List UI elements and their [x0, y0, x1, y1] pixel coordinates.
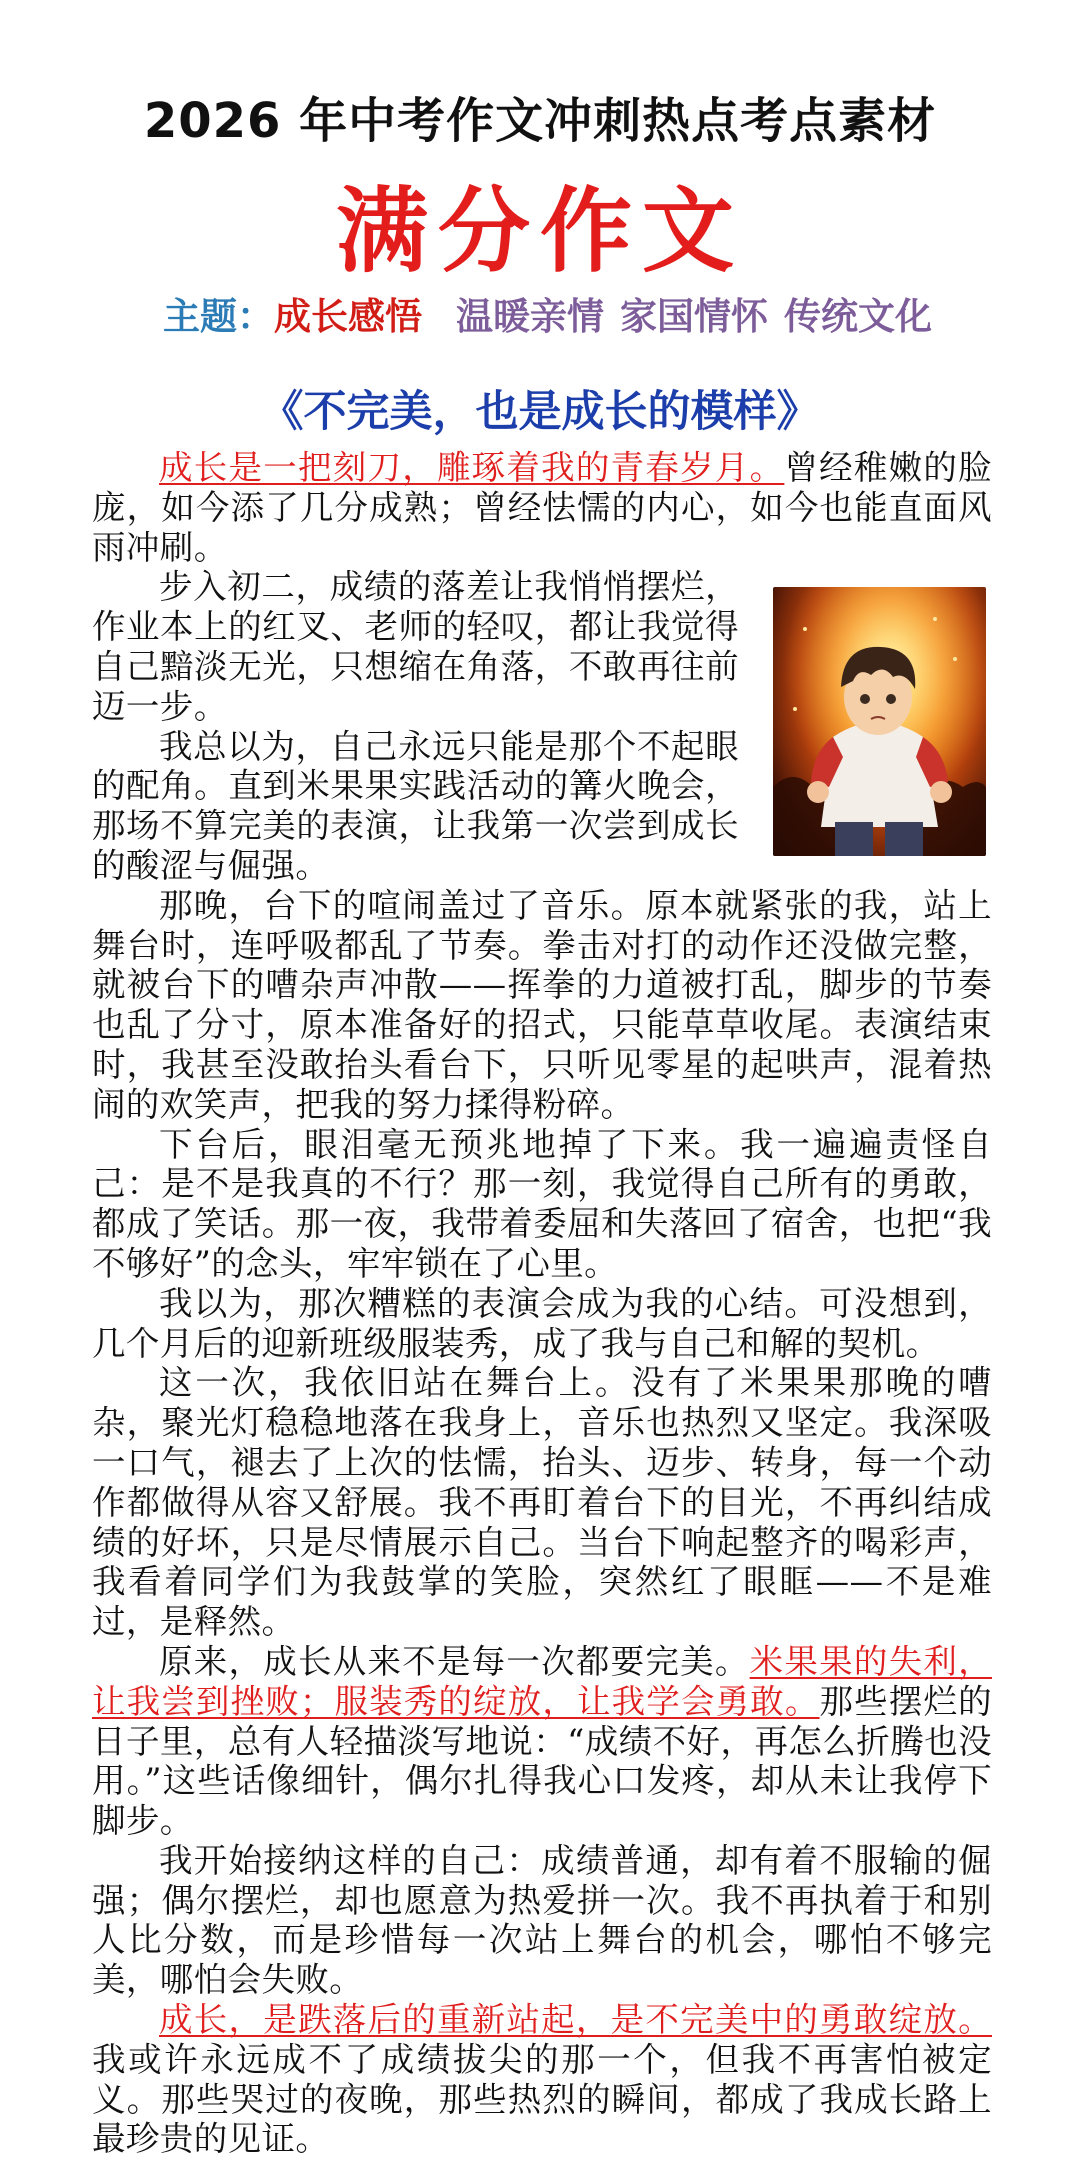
theme-item-culture: 传统文化 — [784, 295, 932, 338]
theme-row — [163, 286, 948, 338]
header-title: 2026 年中考作文冲刺热点考点素材 — [143, 93, 937, 149]
main-title: 满分作文 — [335, 178, 744, 285]
paragraph-9: 我开始接纳这样的自己：成绩普通，却有着不服输的倔强；偶尔摆烂，却也愿意为热爱拼一次。我不再执着于和别人比分数，而是珍惜每一次站上舞台的机会，哪怕不够完美，哪怕会失败。 — [92, 1840, 992, 2000]
paragraph-text: 那些摆烂的日子里，总有人轻描淡写地说：“成绩不好，再怎么折腾也没用。”这些话像细针，偶尔扎得我心口发疼，却从未让我停下脚步。 — [92, 1681, 993, 1841]
theme-item-family: 温暖亲情 — [456, 295, 604, 338]
essay-title: 《不完美，也是成长的模样》 — [260, 387, 820, 437]
highlight-sentence: 米果果的失利，让我尝到挫败；服装秀的绽放，让我学会勇敢。 — [92, 1641, 992, 1721]
paragraph-3: 我总以为，自己永远只能是那个不起眼的配角。直到米果果实践活动的篝火晚会，那场不算完美的表演，让我第一次尝到成长的酸涩与倔强。 — [92, 726, 739, 885]
paragraph-7: 这一次，我依旧站在舞台上。没有了米果果那晚的嘈杂，聚光灯稳稳地落在我身上，音乐也热烈又坚定。我深吸一口气，褪去了上次的怯懦，抬头、迈步、转身，每一个动作都做得从容又舒展。我不再盯着台下的目光，不再纠结成绩的好坏，只是尽情展示自己。当台下响起整齐的喝彩声，我看着同学们为我鼓掌的笑脸，突然红了眼眶——不是难过，是释然。 — [92, 1363, 992, 1642]
theme-item-patriotism: 家国情怀 — [620, 295, 768, 338]
highlight-sentence: 成长是一把刻刀，雕琢着我的青春岁月。 — [159, 448, 785, 487]
theme-item-growth: 成长感悟 — [274, 295, 422, 338]
paragraph-8 — [92, 1642, 992, 1841]
paragraph-4: 那晚，台下的喧闹盖过了音乐。原本就紧张的我，站上舞台时，连呼吸都乱了节奏。拳击对打的动作还没做完整，就被台下的嘈杂声冲散——挥拳的力道被打乱，脚步的节奏也乱了分寸，原本准备好的招式，只能草草收尾。表演结束时，我甚至没敢抬头看台下，只听见零星的起哄声，混着热闹的欢笑声，把我的努力揉得粉碎。 — [92, 885, 992, 1124]
paragraph-5: 下台后，眼泪毫无预兆地掉了下来。我一遍遍责怪自己：是不是我真的不行？那一刻，我觉得自己所有的勇敢，都成了笑话。那一夜，我带着委屈和失落回了宿舍，也把“我不够好”的念头，牢牢锁在了心里。 — [92, 1124, 992, 1283]
theme-label: 主题： — [163, 295, 274, 338]
boy-at-bonfire-illustration — [773, 587, 986, 856]
paragraph-text: 我或许永远成不了成绩拔尖的那一个，但我不再害怕被定义。那些哭过的夜晚，那些热烈的瞬间，都成了我成长路上最珍贵的见证。 — [92, 2039, 992, 2159]
paragraph-1 — [92, 448, 992, 567]
highlight-sentence: 成长，是跌落后的重新站起，是不完美中的勇敢绽放。 — [159, 2000, 992, 2040]
paragraph-6: 我以为，那次糟糕的表演会成为我的心结。可没想到，几个月后的迎新班级服装秀，成了我与自己和解的契机。 — [92, 1283, 992, 1363]
essay-body — [92, 448, 992, 2159]
paragraph-2: 步入初二，成绩的落差让我悄悄摆烂，作业本上的红叉、老师的轻叹，都让我觉得自己黯淡无光，只想缩在角落，不敢再往前迈一步。 — [92, 567, 739, 726]
paragraph-10 — [92, 2000, 992, 2159]
paragraph-text: 曾经稚嫩的脸庞，如今添了几分成熟；曾经怯懦的内心，如今也能直面风雨冲刷。 — [92, 448, 992, 567]
paragraph-text: 原来，成长从来不是每一次都要完美。 — [159, 1641, 750, 1681]
